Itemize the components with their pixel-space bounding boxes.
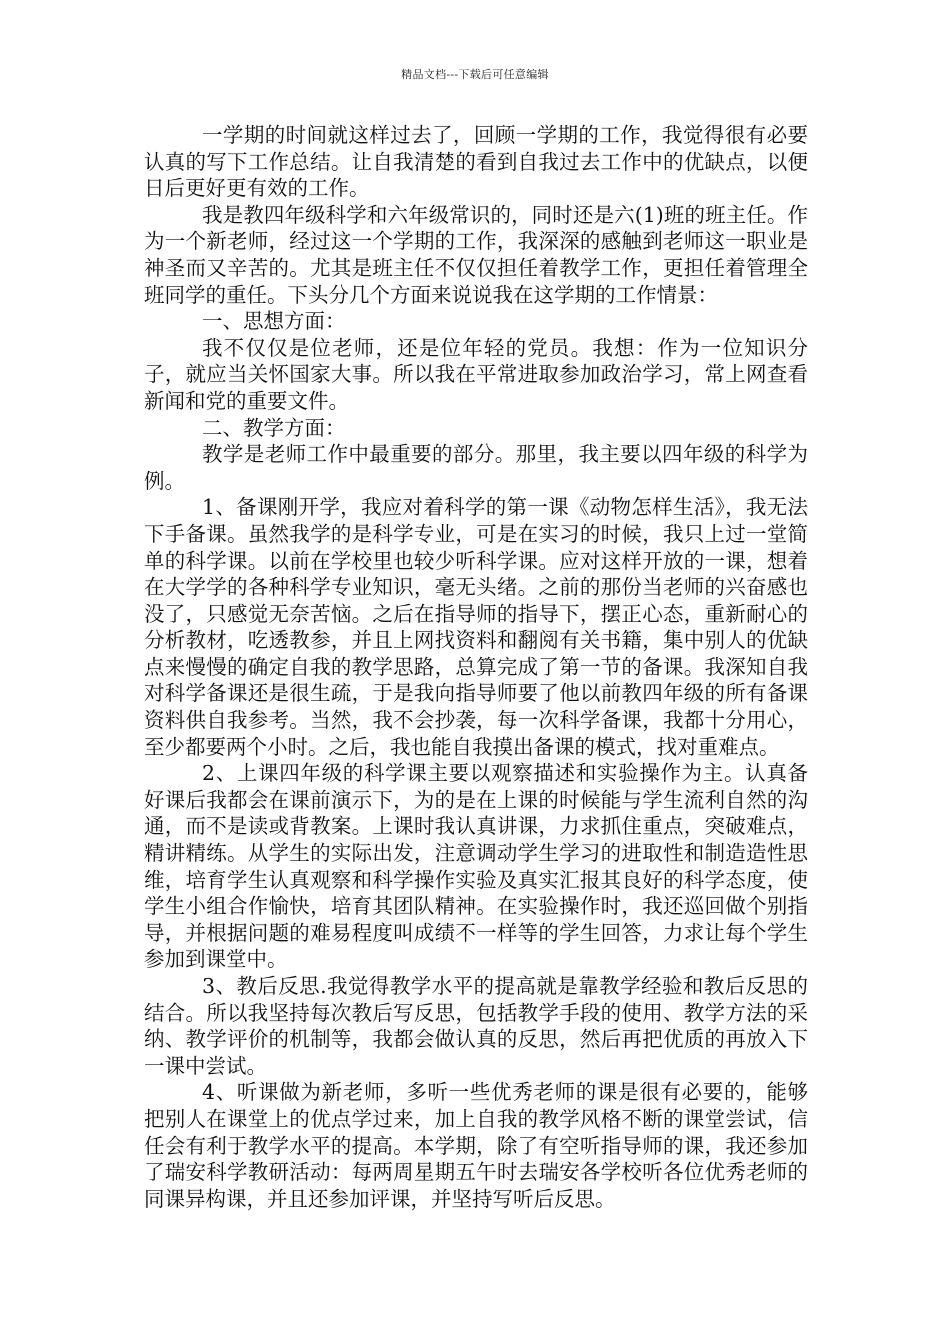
section-heading-ideology: 一、思想方面： — [202, 309, 346, 334]
paragraph-observation: 4、听课做为新老师，多听一些优秀老师的课是很有必要的，能够把别人在课堂上的优点学过来，加上自我的教学风格不断的课堂尝试，信任会有利于教学水平的提高。本学期，除了有空听指导师的课，我还参加了瑞安科学教研活动：每两周星期五午时去瑞安各学校听各位优秀老师的同课异构课，并且还参加评课，并坚持写听后反思。 — [144, 1080, 808, 1211]
section-heading-teaching: 二、教学方面： — [202, 415, 346, 440]
paragraph-class-teaching: 2、上课四年级的科学课主要以观察描述和实验操作为主。认真备好课后我都会在课前演示下，为的是在上课的时候能与学生流利自然的沟通，而不是读或背教案。上课时我认真讲课，力求抓住重点，突破难点，精讲精练。从学生的实际出发，注意调动学生学习的进取性和制造造性思维，培育学生认真观察和科学操作实验及真实汇报其良好的科学态度，使学生小组合作愉快，培育其团队精神。在实验操作时，我还巡回做个别指导，并根据问题的难易程度叫成绩不一样等的学生回答，力求让每个学生参加到课堂中。 — [144, 761, 808, 972]
paragraph-reflection: 3、教后反思.我觉得教学水平的提高就是靠教学经验和教后反思的结合。所以我坚持每次教后写反思，包括教学手段的使用、教学方法的采纳、教学评价的机制等，我都会做认真的反思，然后再把优质的再放入下一课中尝试。 — [144, 974, 808, 1078]
paragraph-lesson-prep: 1、备课刚开学，我应对着科学的第一课《动物怎样生活》，我无法下手备课。虽然我学的是科学专业，可是在实习的时候，我只上过一堂简单的科学课。以前在学校里也较少听科学课。应对这样开放的一课，想着在大学学的各种科学专业知识，毫无头绪。之前的那份当老师的兴奋感也没了，只感觉无奈苦恼。之后在指导师的指导下，摆正心态，重新耐心的分析教材，吃透教参，并且上网找资料和翻阅有关书籍，集中别人的优缺点来慢慢的确定自我的教学思路，总算完成了第一节的备课。我深知自我对科学备课还是很生疏，于是我向指导师要了他以前教四年级的所有备课资料供自我参考。当然，我不会抄袭，每一次科学备课，我都十分用心，至少都要两个小时。之后，我也能自我摸出备课的模式，找对重难点。 — [144, 495, 808, 759]
paragraph-teaching-intro: 教学是老师工作中最重要的部分。那里，我主要以四年级的科学为例。 — [144, 442, 808, 493]
document-body — [144, 122, 808, 1212]
paragraph-ideology: 我不仅仅是位老师，还是位年轻的党员。我想：作为一位知识分子，就应当关怀国家大事。所以我在平常进取参加政治学习，常上网查看新闻和党的重要文件。 — [144, 335, 808, 413]
page-header: 精品文档---下载后可任意编辑 — [401, 68, 549, 81]
paragraph-intro: 一学期的时间就这样过去了，回顾一学期的工作，我觉得很有必要认真的写下工作总结。让自我清楚的看到自我过去工作中的优缺点，以便日后更好更有效的工作。 — [144, 123, 808, 201]
paragraph-background: 我是教四年级科学和六年级常识的，同时还是六(1)班的班主任。作为一个新老师，经过这一个学期的工作，我深深的感触到老师这一职业是神圣而又辛苦的。尤其是班主任不仅仅担任着教学工作，更担任着管理全班同学的重任。下头分几个方面来说说我在这学期的工作情景： — [144, 202, 808, 307]
